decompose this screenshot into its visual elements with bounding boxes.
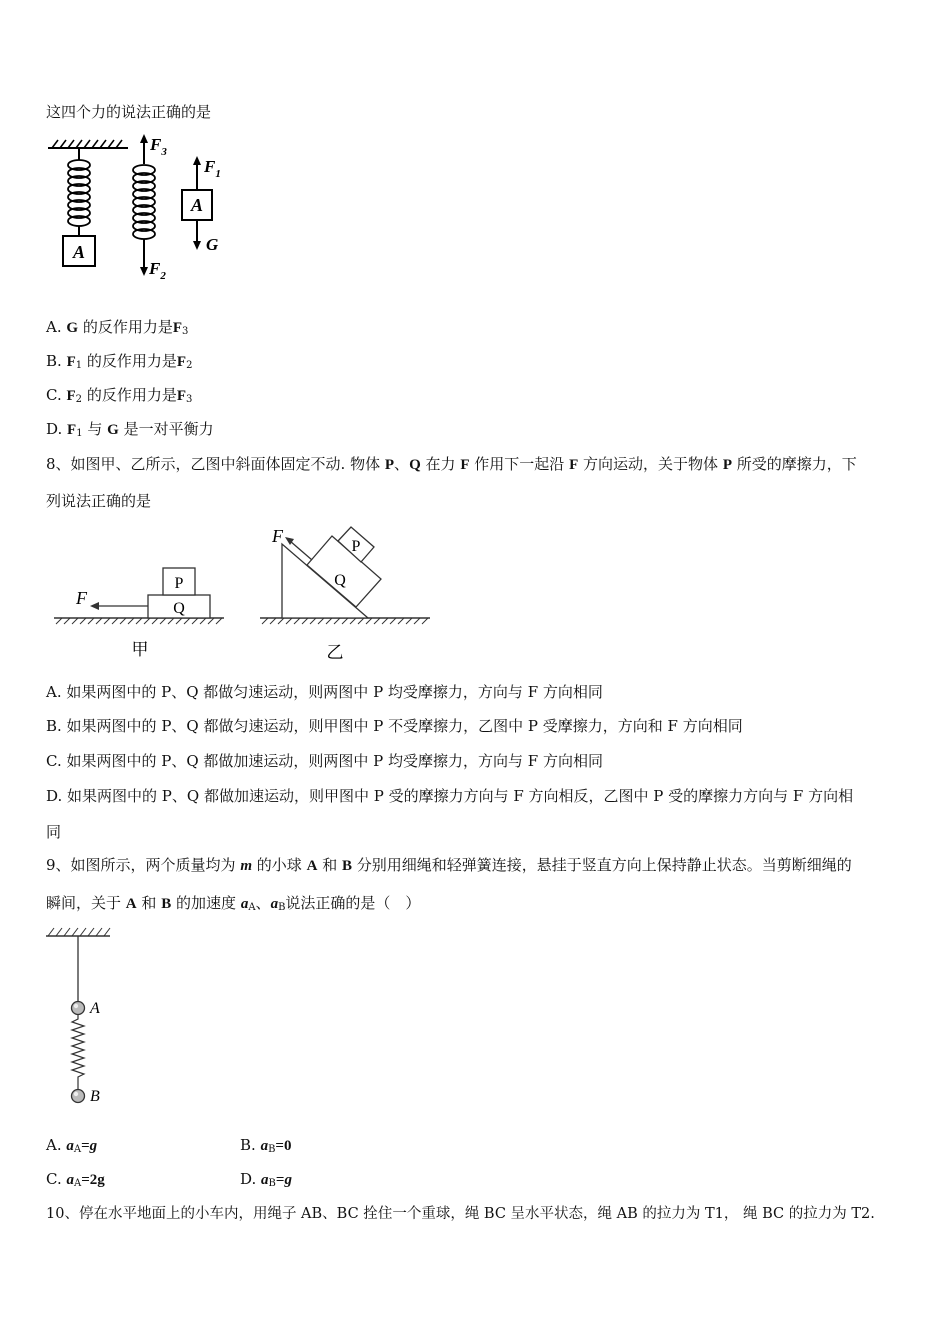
q7-label-f1: $F_1$ [204, 157, 221, 180]
q8-right-p-label: P [351, 538, 361, 555]
q8-jia-label: 甲 [131, 640, 149, 659]
q7-figure [44, 134, 244, 284]
q7-option-a: A. G 的反作用力是$F_3$ [46, 318, 189, 337]
q7-option-c: C. $F_2$ 的反作用力是$F_3$ [46, 386, 193, 405]
q7-option-d: D. $F_1$ 与 G 是一对平衡力 [46, 420, 214, 439]
q8-stem-line2: 列说法正确的是 [46, 492, 152, 510]
q9-stem-line2: 瞬间，关于 A 和 B 的加速度 $a_A$、$a_B$说法正确的是（ ） [46, 894, 421, 913]
q8-option-d-cont: 同 [46, 823, 62, 841]
q7-option-b: B. $F_1$ 的反作用力是$F_2$ [46, 352, 193, 371]
q8-option-d: D. 如果两图中的 P、Q 都做加速运动，则甲图中 P 受的摩擦力方向与 F 方向相反，乙图中 P 受的摩擦力方向与 F 方向相 [46, 787, 854, 805]
q9-ball-a-label: A [90, 1000, 100, 1017]
q8-option-a: A. 如果两图中的 P、Q 都做匀速运动，则两图中 P 均受摩擦力，方向与 F 方向相同 [46, 683, 603, 701]
q7-label-g: G [206, 235, 219, 254]
q8-stem-line1: 8、如图甲、乙所示，乙图中斜面体固定不动. 物体 P、Q 在力 F 作用下一起沿 F 方向运动，关于物体 P 所受的摩擦力，下 [46, 455, 857, 473]
q8-right-q-label: Q [334, 572, 346, 589]
q8-left-p-label: P [174, 575, 184, 592]
q8-option-c: C. 如果两图中的 P、Q 都做加速运动，则两图中 P 均受摩擦力，方向与 F 方向相同 [46, 752, 603, 770]
q9-option-a: A. $a_A=g$ [46, 1136, 98, 1155]
q9-figure [44, 922, 124, 1112]
q10-stem: 10、停在水平地面上的小车内，用绳子 AB、BC 拴住一个重球，绳 BC 呈水平状态，绳 AB 的拉力为 T1， 绳 BC 的拉力为 T2. [46, 1206, 875, 1222]
q8-left-q-label: Q [173, 600, 185, 617]
q9-option-c: C. $a_A=2g$ [46, 1170, 105, 1189]
q7-block-label-a2: A [190, 195, 204, 215]
q7-label-f2: $F_2$ [149, 259, 166, 282]
q7-label-f3: $F_3$ [150, 135, 167, 158]
q8-figure [50, 522, 440, 664]
q9-option-b: B. $a_B=0$ [240, 1136, 292, 1155]
q7-block-label-a1: A [72, 242, 86, 262]
q9-option-d: D. $a_B=g$ [240, 1170, 292, 1189]
q8-left-f-label: F [76, 588, 87, 608]
q7-stem: 这四个力的说法正确的是 [46, 103, 212, 121]
q8-option-b: B. 如果两图中的 P、Q 都做匀速运动，则甲图中 P 不受摩擦力，乙图中 P 受摩擦力，方向和 F 方向相同 [46, 717, 743, 735]
q8-yi-label: 乙 [326, 643, 344, 662]
q9-ball-b-label: B [90, 1088, 100, 1105]
q9-stem-line1: 9、如图所示，两个质量均为 m 的小球 A 和 B 分别用细绳和轻弹簧连接，悬挂于竖直方向上保持静止状态。当剪断细绳的 [46, 856, 852, 874]
q8-right-f-label: F [272, 526, 283, 546]
